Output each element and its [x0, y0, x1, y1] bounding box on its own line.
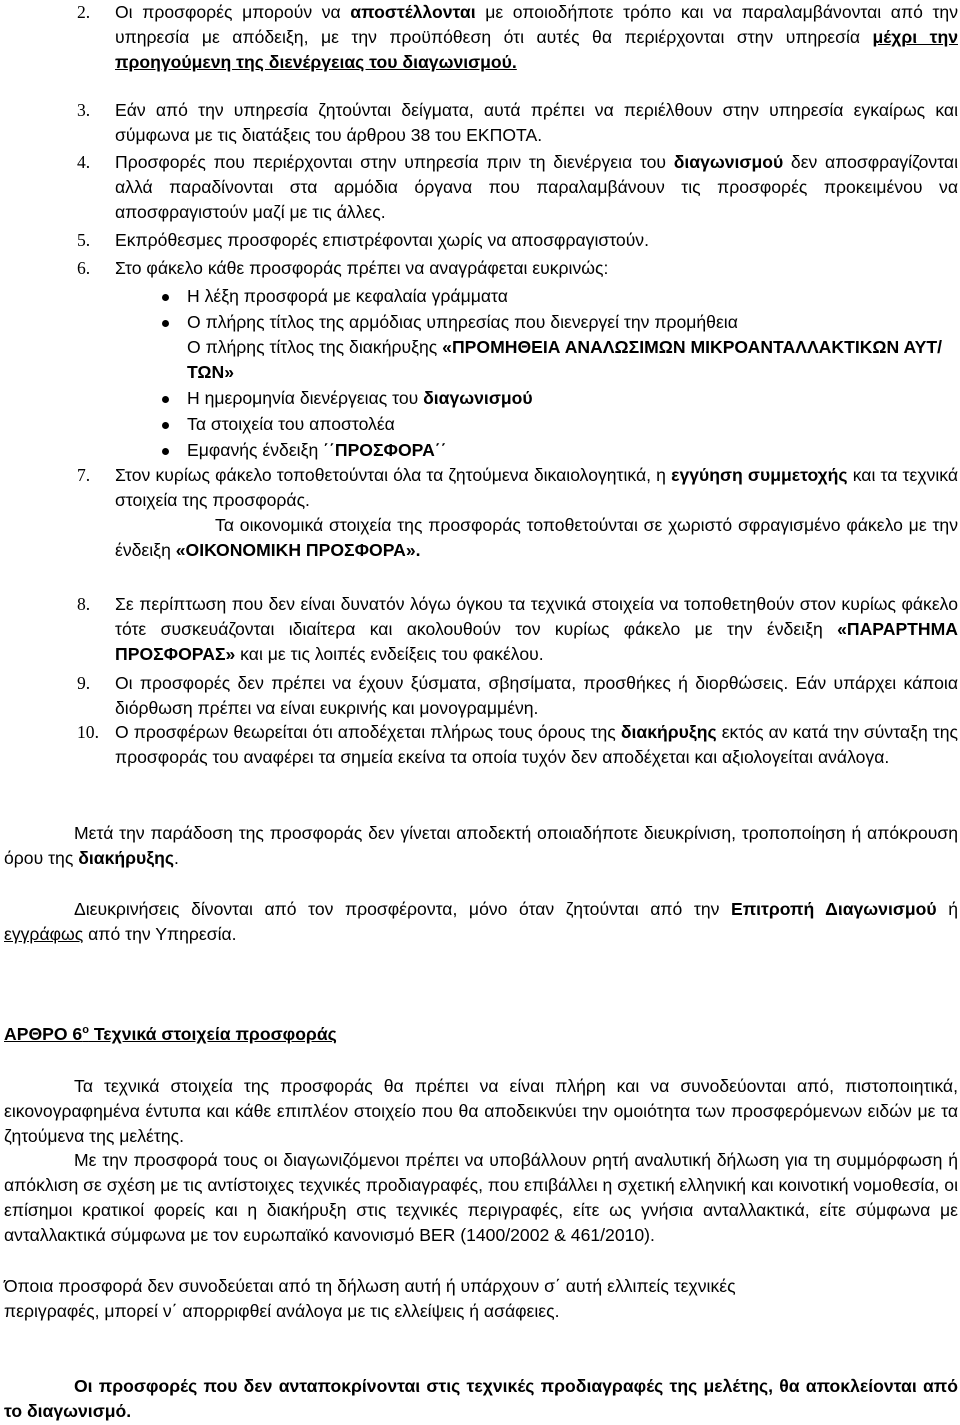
- list-text: Εκπρόθεσμες προσφορές επιστρέφονται χωρίς να αποσφραγιστούν.: [115, 230, 649, 250]
- paragraph-technical-details: Τα τεχνικά στοιχεία της προσφοράς θα πρέπει να είναι πλήρη και να συνοδεύονται από, πιστοποιητικά, εικονογραφημένα έντυπα και κάθε επιπλέον στοιχείο που θα αποδεικνύει την ομοιότητα των προσφερόμενων ειδών με τα ζητούμενα της μελέτης.: [4, 1076, 958, 1146]
- paragraph-no-clarifications: Μετά την παράδοση της προσφοράς δεν γίνεται αποδεκτή οποιαδήποτε διευκρίνιση, τροποποίηση ή απόκρουση όρου της διακήρυξης.: [4, 823, 958, 868]
- bullet-item: Η ημερομηνία διενέργειας του διαγωνισμού: [150, 386, 950, 411]
- list-number: 8.: [77, 594, 91, 614]
- bullet-dot: [162, 396, 169, 403]
- list-text: Εάν από την υπηρεσία ζητούνται δείγματα, αυτά πρέπει να περιέλθουν στην υπηρεσία εγκαίρως και σύμφωνα με τις διατάξεις του άρθρου 38 του ΕΚΠΟΤΑ.: [115, 100, 958, 145]
- list-number: 9.: [77, 673, 91, 693]
- bullet-dot: [162, 448, 169, 455]
- paragraph-compliance-declaration: Με την προσφορά τους οι διαγωνιζόμενοι πρέπει να υποβάλλουν ρητή αναλυτική δήλωση για τη συμμόρφωση ή απόκλιση σε σχέση με τις αντίστοιχες τεχνικές προδιαγραφές, που επιβάλλει η σχετική ελληνική και κοινοτική νομοθεσία, οι επίσημοι κρατικοί φορείς και η διακήρυξη στις τεχνικές περιγραφές, είτε ως γνήσια ανταλλακτικά, είτε σύμφωνα με ανταλλακτικά σύμφωνα με τον ευρωπαϊκό κανονισμό BER (1400/2002 & 461/2010).: [4, 1150, 958, 1245]
- list-text-continued: Τα οικονομικά στοιχεία της προσφοράς τοποθετούνται σε χωριστό σφραγισμένο φάκελο με την ένδειξη «ΟΙΚΟΝΟΜΙΚΗ ΠΡΟΣΦΟΡΑ».: [115, 515, 958, 560]
- list-number: 7.: [77, 465, 91, 485]
- list-item-7: [77, 463, 958, 563]
- bullet-dot: [162, 294, 169, 301]
- list-item-9: [77, 671, 958, 721]
- paragraph-clarifications: Διευκρινήσεις δίνονται από τον προσφέροντα, μόνο όταν ζητούνται από την Επιτροπή Διαγωνισμού ή εγγράφως από την Υπηρεσία.: [4, 899, 958, 944]
- bullet-dot: [162, 320, 169, 327]
- list-text: Στον κυρίως φάκελο τοποθετούνται όλα τα ζητούμενα δικαιολογητικά, η εγγύηση συμμετοχής και τα τεχνικά στοιχεία της προσφοράς.: [115, 465, 959, 510]
- bullet-continuation: Ο πλήρης τίτλος της διακήρυξης «ΠΡΟΜΗΘΕΙΑ ΑΝΑΛΩΣΙΜΩΝ ΜΙΚΡΟΑΝΤΑΛΛΑΚΤΙΚΩΝ ΑΥΤ/ΤΩΝ»: [187, 337, 942, 382]
- bullet-item: Η λέξη προσφορά με κεφαλαία γράμματα: [150, 284, 950, 309]
- bullet-item: Ο πλήρης τίτλος της αρμόδιας υπηρεσίας που διενεργεί την προμήθεια: [150, 310, 950, 335]
- list-item-3: [77, 98, 958, 148]
- bullet-dot: [162, 422, 169, 429]
- list-item-5: [77, 228, 958, 253]
- list-number: 6.: [77, 258, 91, 278]
- list-text: Ο προσφέρων θεωρείται ότι αποδέχεται πλήρως τους όρους της διακήρυξης εκτός αν κατά την σύνταξη της προσφοράς του αναφέρει τα σημεία εκείνα τα οποία τυχόν δεν αποδέχεται και αξιολογείται ανάλογα.: [115, 722, 959, 767]
- list-text: Οι προσφορές δεν πρέπει να έχουν ξύσματα, σβησίματα, προσθήκες ή διορθώσεις. Εάν υπάρχει κάποια διόρθωση πρέπει να είναι ευκρινής και μονογραμμένη.: [115, 673, 958, 718]
- list-text: Προσφορές που περιέρχονται στην υπηρεσία πριν τη διενέργεια του διαγωνισμού δεν αποσφραγίζονται αλλά παραδίνονται στα αρμόδια όργανα που παραλαμβάνουν τις προσφορές προκειμένου να αποσφραγιστούν μαζί με τις άλλες.: [115, 152, 958, 222]
- list-number: 4.: [77, 152, 91, 172]
- list-text: Σε περίπτωση που δεν είναι δυνατόν λόγω όγκου τα τεχνικά στοιχεία να τοποθετηθούν στον κυρίως φάκελο τότε συσκευάζονται ιδιαίτερα και ακολουθούν τον κυρίως φάκελο με την ένδειξη «ΠΑΡΑΡΤΗΜΑ ΠΡΟΣΦΟΡΑΣ» και με τις λοιπές ενδείξεις του φακέλου.: [115, 594, 958, 664]
- list-number: 3.: [77, 100, 91, 120]
- list-text: Οι προσφορές μπορούν να αποστέλλονται με οποιοδήποτε τρόπο και να παραλαμβάνονται από την υπηρεσία με απόδειξη, με την προϋπόθεση ότι αυτές θα περιέρχονται στην υπηρεσία μέχρι την προηγούμενη της διενέργειας του διαγωνισμού.: [115, 2, 958, 72]
- list-text: Στο φάκελο κάθε προσφοράς πρέπει να αναγράφεται ευκρινώς:: [115, 258, 609, 278]
- bullet-list: [150, 284, 950, 463]
- paragraph-exclusion: Οι προσφορές που δεν ανταποκρίνονται στις τεχνικές προδιαγραφές της μελέτης, θα αποκλείονται από το διαγωνισμό.: [4, 1376, 958, 1421]
- article-heading: ΑΡΘΡΟ $6^o$ Τεχνικά στοιχεία προσφοράς: [4, 1024, 337, 1044]
- list-item-10: [77, 720, 958, 770]
- list-item-4: [77, 150, 958, 225]
- list-number: 10.: [77, 722, 99, 742]
- list-item-6: [77, 256, 958, 281]
- paragraph-rejection: Όποια προσφορά δεν συνοδεύεται από τη δήλωση αυτή ή υπάρχουν σ΄ αυτή ελλιπείς τεχνικές περιγραφές, μπορεί ν΄ απορριφθεί ανάλογα με τις ελλείψεις ή ασάφειες.: [4, 1276, 736, 1321]
- list-number: 5.: [77, 230, 91, 250]
- bullet-item: Εμφανής ένδειξη ΄΄ΠΡΟΣΦΟΡΑ΄΄: [150, 438, 950, 463]
- bullet-item: Τα στοιχεία του αποστολέα: [150, 412, 950, 437]
- list-number: 2.: [77, 2, 91, 22]
- list-item-2: [77, 0, 958, 75]
- list-item-8: [77, 592, 958, 667]
